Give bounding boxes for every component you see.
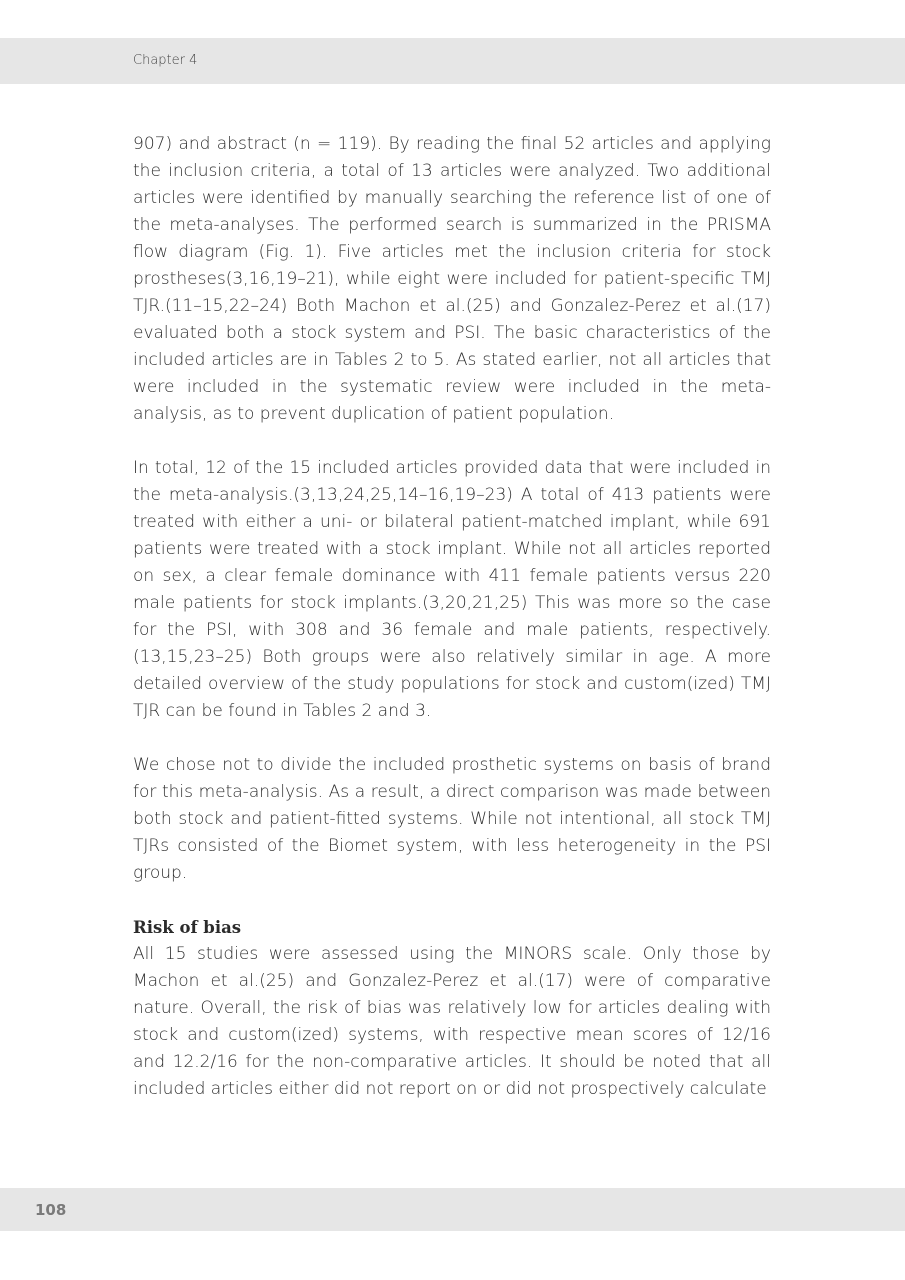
page-number: 108 bbox=[35, 1201, 67, 1219]
section-heading-risk-of-bias: Risk of bias bbox=[133, 918, 242, 937]
page-body bbox=[133, 131, 771, 1130]
body-paragraph-3: We chose not to divide the included prosthetic systems on basis of brand for this meta-analysis. As a result, a direct comparison was made between both stock and patient-fitted systems. While not intentional, all stock TMJ TJRs consisted of the Biomet system, with less heterogeneity in the PSI group. bbox=[133, 755, 771, 883]
body-paragraph-1: 907) and abstract (n = 119). By reading the final 52 articles and applying the inclusion criteria, a total of 13 articles were analyzed. Two additional articles were identified by manually searching the reference list of one of the meta-analyses. The performed search is summarized in the PRISMA flow diagram (Fig. 1). Five articles met the inclusion criteria for stock prostheses(3,16,19–21), while eight were included for patient-specific TMJ TJR.(11–15,22–24) Both Machon et al.(25) and Gonzalez-Perez et al.(17) evaluated both a stock system and PSI. The basic characteristics of the included articles are in Tables 2 to 5. As stated earlier, not all articles that were included in the systematic review were included in the meta-analysis, as to prevent duplication of patient population. bbox=[133, 134, 771, 424]
section-paragraph: All 15 studies were assessed using the MINORS scale. Only those by Machon et al.(25) and Gonzalez-Perez et al.(17) were of comparative nature. Overall, the risk of bias was relatively low for articles dealing with stock and custom(ized) systems, with respective mean scores of 12/16 and 12.2/16 for the non-comparative articles. It should be noted that all included articles either did not report on or did not prospectively calculate bbox=[133, 944, 771, 1099]
chapter-title: Chapter 4 bbox=[133, 53, 198, 68]
body-paragraph-2: In total, 12 of the 15 included articles provided data that were included in the meta-analysis.(3,13,24,25,14–16,19–23) A total of 413 patients were treated with either a uni- or bilateral patient-matched implant, while 691 patients were treated with a stock implant. While not all articles reported on sex, a clear female dominance with 411 female patients versus 220 male patients for stock implants.(3,20,21,25) This was more so the case for the PSI, with 308 and 36 female and male patients, respectively.(13,15,23–25) Both groups were also relatively similar in age. A more detailed overview of the study populations for stock and custom(ized) TMJ TJR can be found in Tables 2 and 3. bbox=[133, 458, 771, 721]
footer-band bbox=[0, 1188, 905, 1231]
